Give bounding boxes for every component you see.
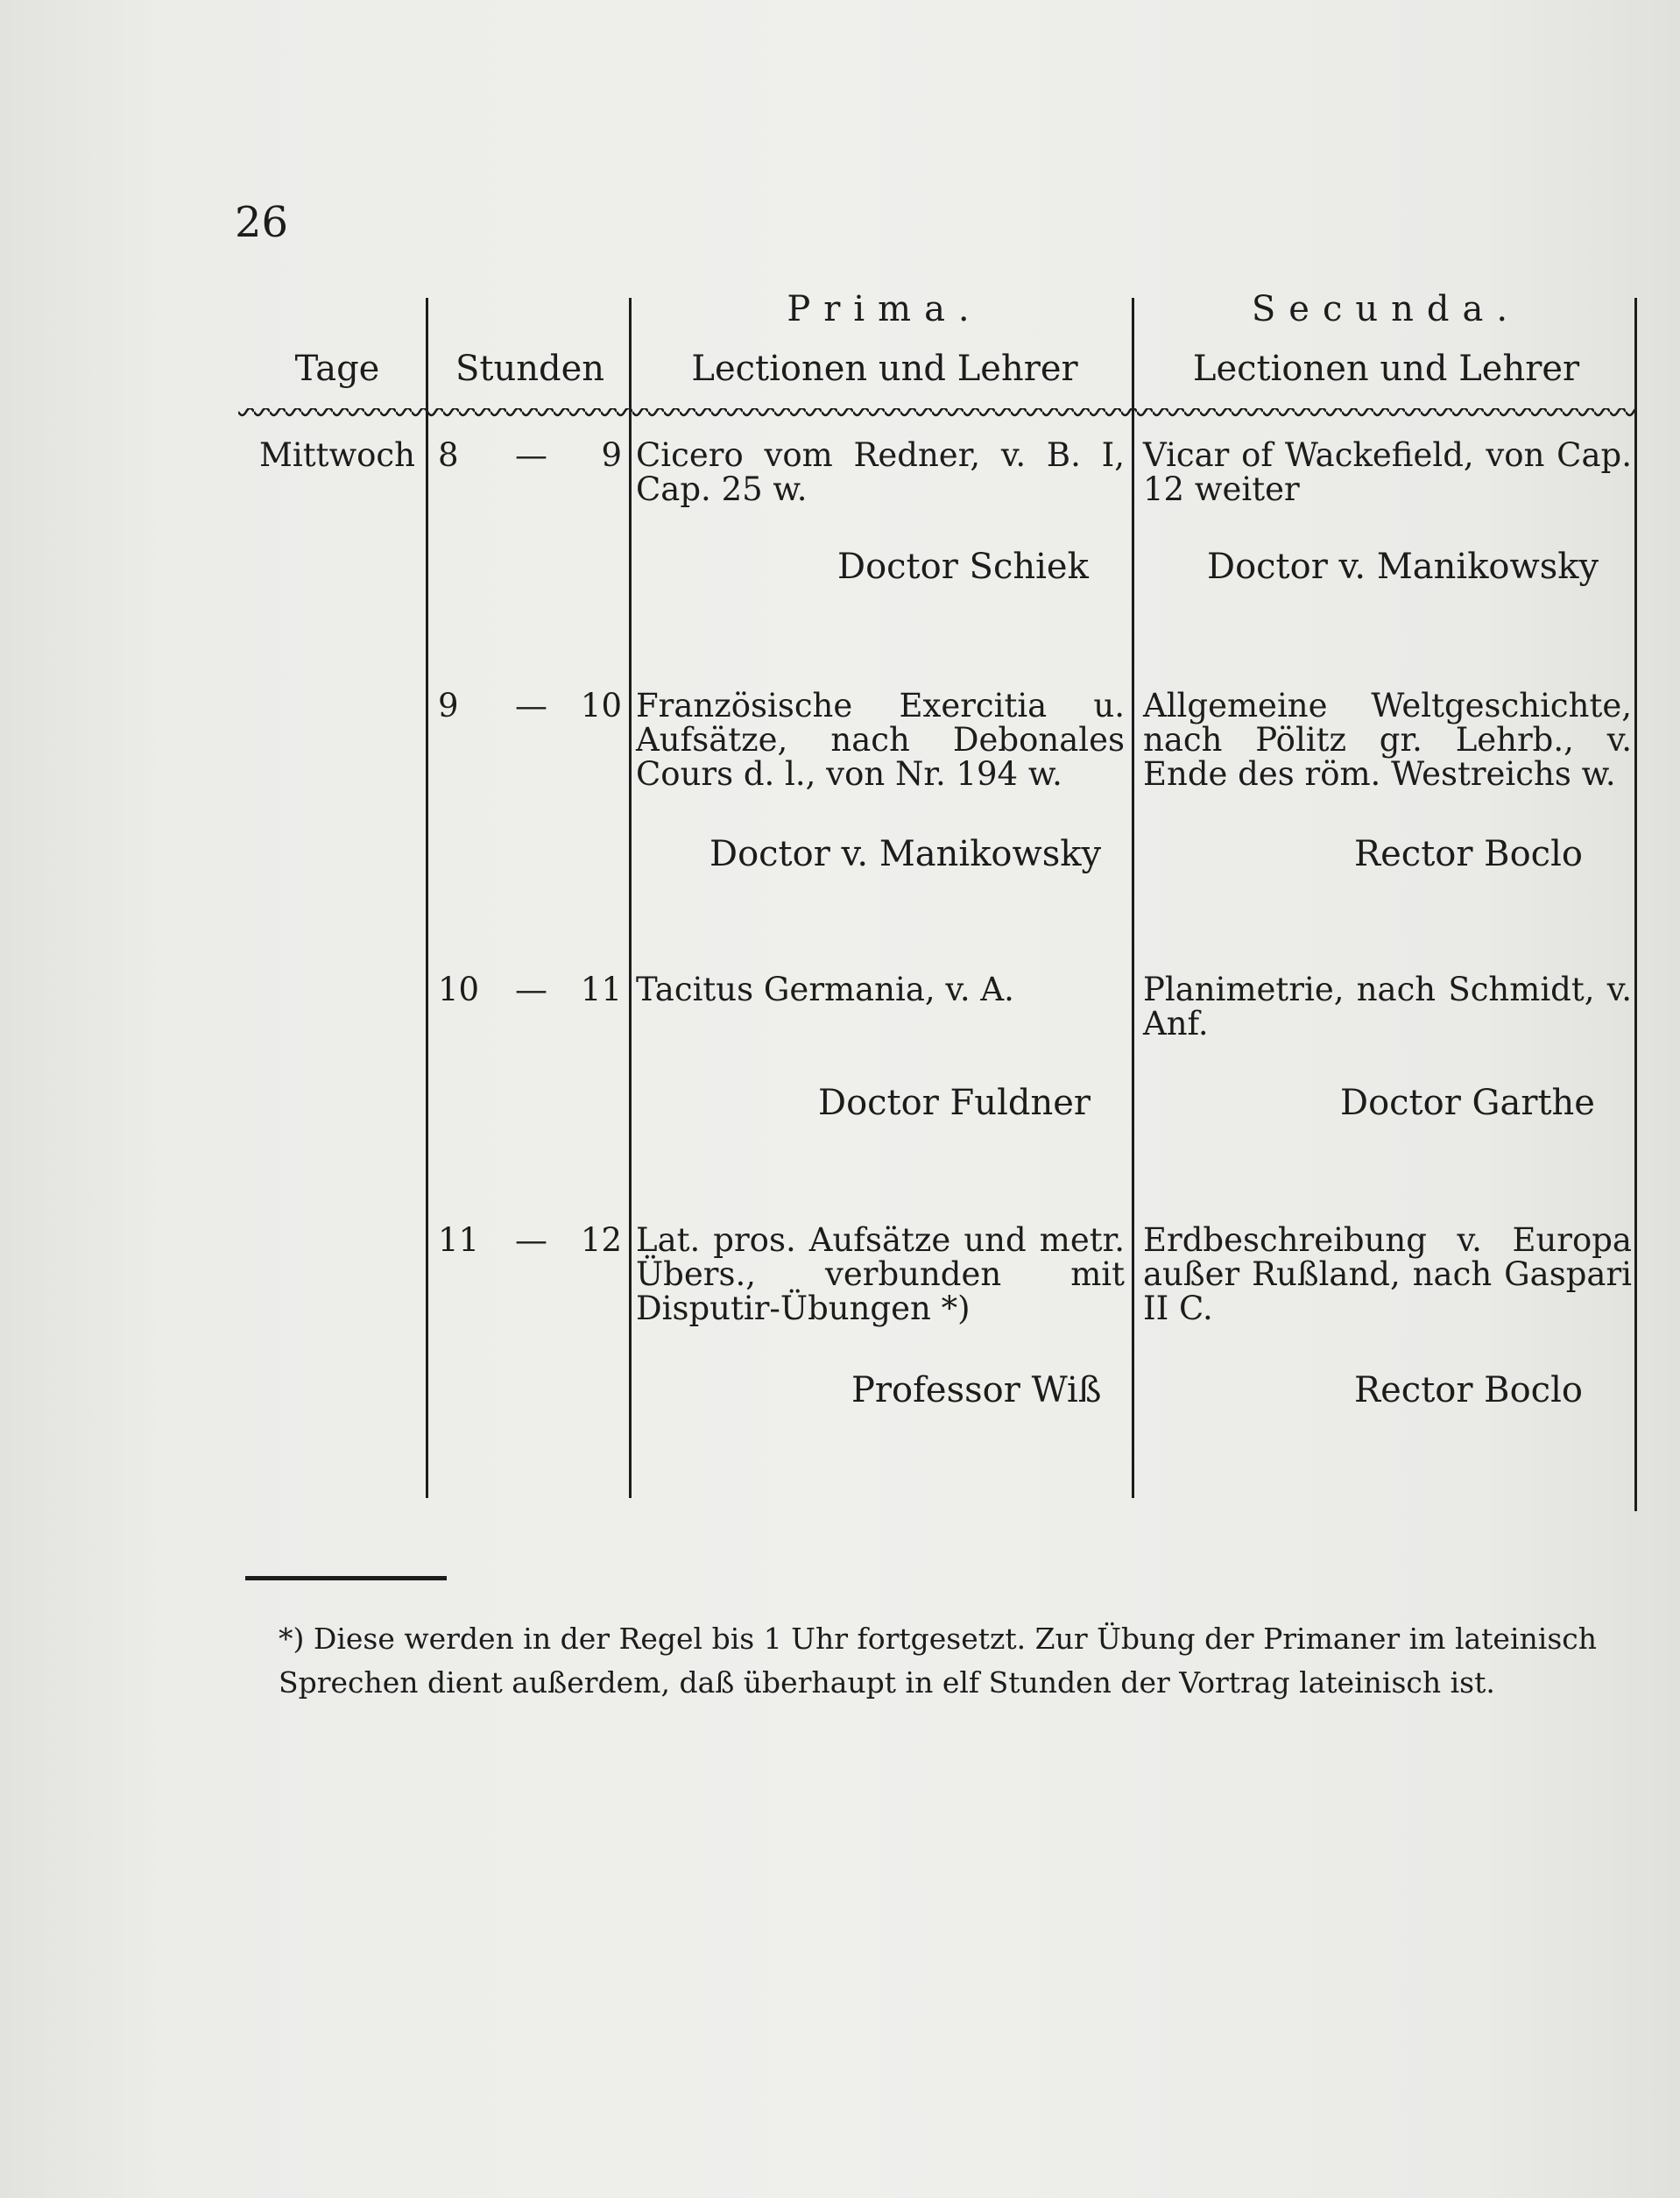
hour-end: 10: [580, 687, 622, 724]
hour-end: 11: [580, 971, 622, 1008]
column-rule-days: [426, 298, 428, 1498]
hour-end: 9: [601, 436, 622, 474]
secunda-teacher: Rector Boclo: [1354, 834, 1583, 874]
secunda-teacher: Doctor v. Manikowsky: [1207, 547, 1599, 587]
wavy-divider: [238, 408, 1635, 421]
prima-teacher: Professor Wiß: [851, 1370, 1102, 1410]
prima-lesson: Cicero vom Redner, v. B. I, Cap. 25 w.: [636, 436, 1125, 508]
prima-lesson: Französische Exercitia u. Aufsätze, nach Debonales Cours d. l., von Nr. 194 w.: [636, 687, 1125, 793]
header-secunda-title: Secunda.: [1251, 289, 1521, 329]
column-rule-right: [1634, 298, 1637, 1511]
prima-lesson: Tacitus Germania, v. A.: [636, 971, 1014, 1008]
header-prima-subtitle: Lectionen und Lehrer: [691, 349, 1078, 389]
hour-dash: —: [515, 687, 547, 724]
hour-end: 12: [580, 1221, 622, 1259]
secunda-lesson: Allgemeine Weltgeschichte, nach Pölitz gr. Lehrb., v. Ende des röm. Westreichs w.: [1143, 687, 1632, 793]
page-number: 26: [235, 198, 289, 247]
prima-teacher: Doctor v. Manikowsky: [709, 834, 1102, 874]
secunda-teacher: Rector Boclo: [1354, 1370, 1583, 1410]
hour-dash: —: [515, 971, 547, 1008]
secunda-lesson: Erdbeschreibung v. Europa außer Rußland, nach Gaspari II C.: [1143, 1221, 1632, 1327]
header-hours: Stunden: [455, 349, 605, 389]
prima-teacher: Doctor Schiek: [837, 547, 1089, 587]
prima-teacher: Doctor Fuldner: [818, 1083, 1091, 1123]
hour-start: 10: [438, 971, 480, 1008]
footnote-rule: [245, 1576, 447, 1580]
column-rule-hours: [629, 298, 632, 1498]
hour-dash: —: [515, 1221, 547, 1259]
secunda-lesson: Planimetrie, nach Schmidt, v. Anf.: [1143, 971, 1632, 1042]
column-rule-prima: [1132, 298, 1134, 1498]
hour-start: 8: [438, 436, 459, 474]
prima-lesson: Lat. pros. Aufsätze und metr. Übers., verbunden mit Disputir-Übungen *): [636, 1221, 1125, 1327]
day-label: Mittwoch: [259, 436, 415, 474]
hour-start: 11: [438, 1221, 480, 1259]
header-days: Tage: [294, 349, 380, 389]
hour-dash: —: [515, 436, 547, 474]
hour-start: 9: [438, 687, 459, 724]
footnote: *) Diese werden in der Regel bis 1 Uhr fortgesetzt. Zur Übung der Primaner im lateinisch Sprechen dient außerdem, daß überhaupt in elf Stunden der Vortrag lateinisch ist.: [279, 1622, 1597, 1700]
header-prima-title: Prima.: [787, 289, 983, 329]
secunda-lesson: Vicar of Wackefield, von Cap. 12 weiter: [1143, 436, 1632, 508]
secunda-teacher: Doctor Garthe: [1340, 1083, 1595, 1123]
header-secunda-subtitle: Lectionen und Lehrer: [1192, 349, 1580, 389]
